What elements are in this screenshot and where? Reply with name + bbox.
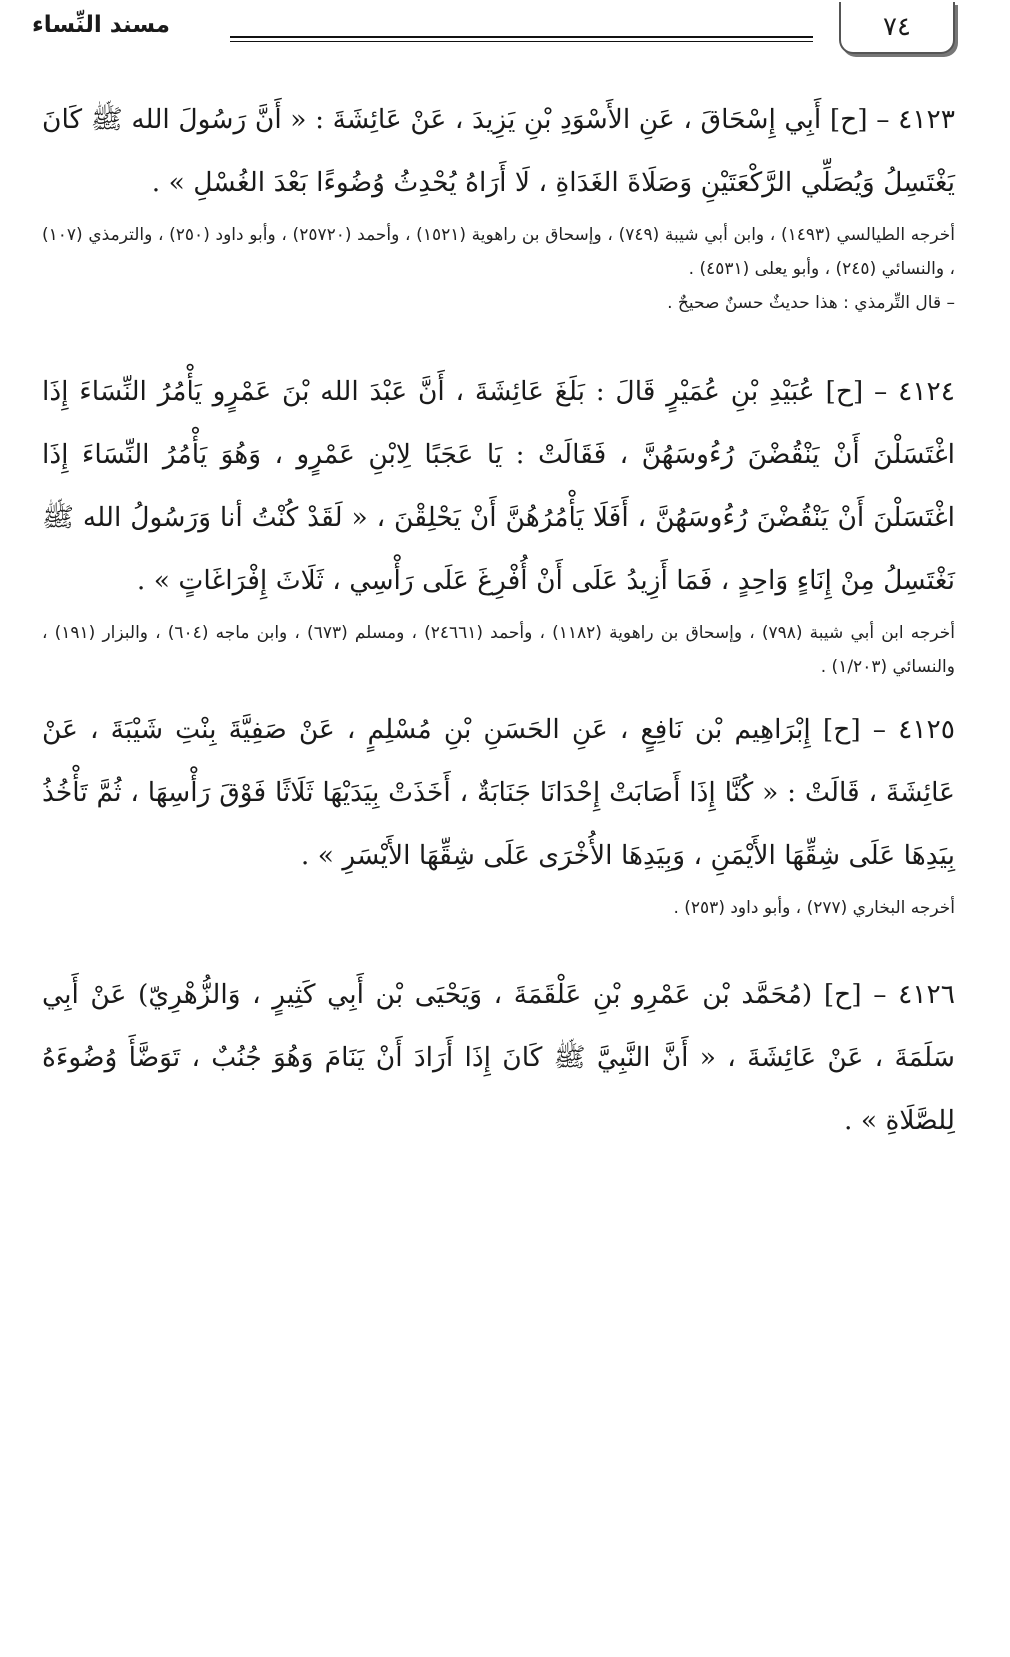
header-rule [230,36,813,38]
hadith-4124 [42,360,955,684]
hadith-4125 [42,698,955,925]
header-rule-thin [230,41,813,42]
hadith-4123 [42,88,955,320]
hadith-text: ٤١٢٤ – [ح] عُبَيْدِ بْنِ عُمَيْرٍ قَالَ : بَلَغَ عَائِشَةَ ، أَنَّ عَبْدَ الله بْنَ عَمْرٍو يَأْمُرُ النِّسَاءَ إِذَا اغْتَسَلْنَ أَنْ يَنْقُضْنَ رُءُوسَهُنَّ ، فَقَالَتْ : يَا عَجَبًا لِابْنِ عَمْرٍو ، وَهُوَ يَأْمُرُ النِّسَاءَ إِذَا اغْتَسَلْنَ أَنْ يَنْقُضْنَ رُءُوسَهُنَّ ، أَفَلَا يَأْمُرُهُنَّ أَنْ يَحْلِقْنَ ، « لَقَدْ كُنْتُ أنا وَرَسُولُ الله ﷺ نَغْتَسِلُ مِنْ إِنَاءٍ وَاحِدٍ ، فَمَا أَزِيدُ عَلَى أَنْ أُفْرِغَ عَلَى رَأْسِي ، ثَلَاثَ إِفْرَاغَاتٍ » . [42,376,955,596]
hadith-4126 [42,963,955,1152]
takhrij-note: أخرجه ابن أبي شيبة (٧٩٨) ، وإسحاق بن راهوية (١١٨٢) ، وأحمد (٢٤٦٦١) ، ومسلم (٦٧٣) ، وابن ماجه (٦٠٤) ، والبزار (١٩١) ، والنسائي (١/٢٠٣) . [42,623,955,677]
grading-note: – قال التِّرمذي : هذا حديثٌ حسنٌ صحيحٌ . [667,293,955,313]
hadith-text: ٤١٢٥ – [ح] إِبْرَاهِيم بْن نَافِعٍ ، عَنِ الحَسَنِ بْنِ مُسْلِمٍ ، عَنْ صَفِيَّةَ بِنْتِ شَيْبَةَ ، عَنْ عَائِشَةَ ، قَالَتْ : « كُنَّا إِذَا أَصَابَتْ إِحْدَانَا جَنَابَةٌ ، أَخَذَتْ بِيَدَيْهَا ثَلَاثًا فَوْقَ رَأْسِهَا ، ثُمَّ تَأْخُذُ بِيَدِهَا عَلَى شِقِّهَا الأَيْمَنِ ، وَبِيَدِهَا الأُخْرَى عَلَى شِقِّهَا الأَيْسَرِ » . [42,714,955,871]
hadith-text: ٤١٢٣ – [ح] أَبِي إِسْحَاقَ ، عَنِ الأَسْوَدِ بْنِ يَزِيدَ ، عَنْ عَائِشَةَ : « أَنَّ رَسُولَ الله ﷺ كَانَ يَغْتَسِلُ وَيُصَلِّي الرَّكْعَتَيْنِ وَصَلَاةَ الغَدَاةِ ، لَا أَرَاهُ يُحْدِثُ وُضُوءًا بَعْدَ الغُسْلِ » . [42,104,955,198]
running-title: مسند النِّساء [32,12,171,38]
takhrij-note: أخرجه الطيالسي (١٤٩٣) ، وابن أبي شيبة (٧٤٩) ، وإسحاق بن راهوية (١٥٢١) ، وأحمد (٢٥٧٢٠) ، وأبو داود (٢٥٠) ، والترمذي (١٠٧) ، والنسائي (٢٤٥) ، وأبو يعلى (٤٥٣١) . [42,225,956,279]
takhrij-note: أخرجه البخاري (٢٧٧) ، وأبو داود (٢٥٣) . [673,898,955,918]
page-content [42,88,955,1152]
page-number-box [839,2,955,54]
page-number: ٧٤ [883,12,911,42]
hadith-text: ٤١٢٦ – [ح] (مُحَمَّد بْن عَمْرِو بْنِ عَلْقَمَةَ ، وَيَحْيَى بْن أَبِي كَثِيرٍ ، وَالزُّهْرِيّ) عَنْ أَبِي سَلَمَةَ ، عَنْ عَائِشَةَ ، « أَنَّ النَّبِيَّ ﷺ كَانَ إِذَا أَرَادَ أَنْ يَنَامَ وَهُوَ جُنُبٌ ، تَوَضَّأَ وُضُوءَهُ لِلصَّلَاةِ » . [42,979,955,1136]
page-header [32,0,955,62]
